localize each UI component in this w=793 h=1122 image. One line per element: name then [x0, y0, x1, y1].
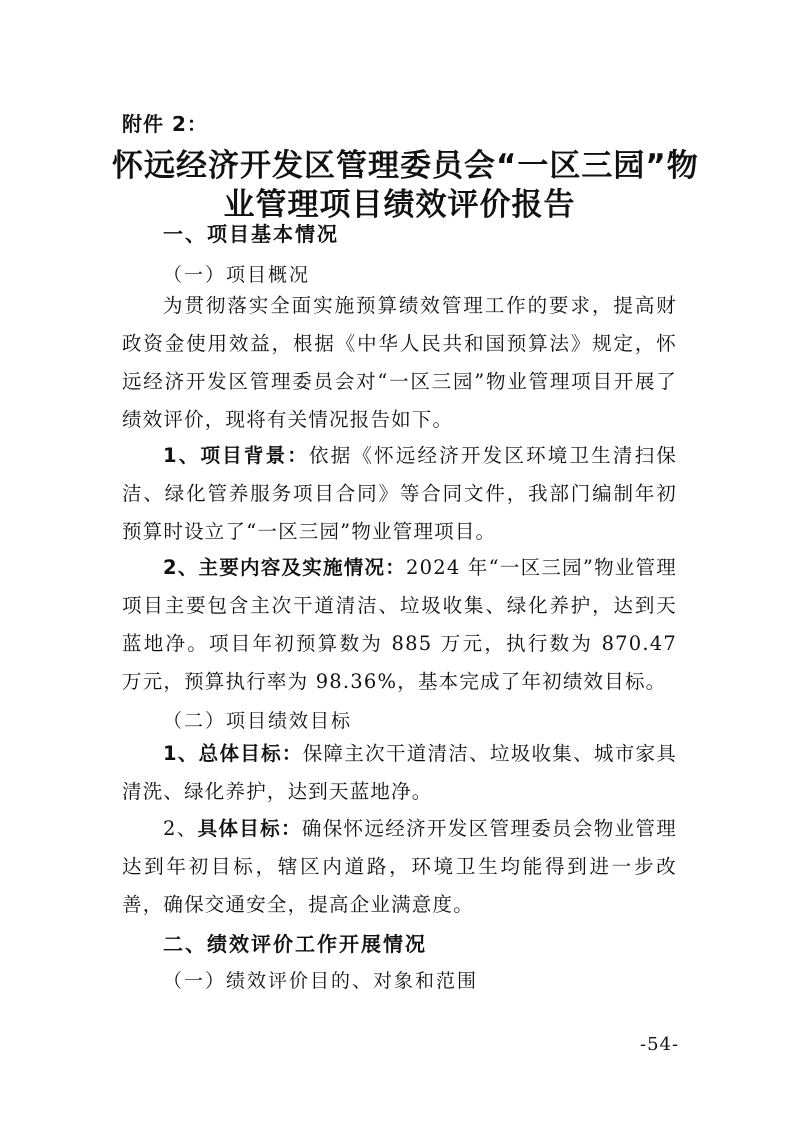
specific-goal-label: 具体目标：	[197, 817, 302, 840]
section-1-subheading-1: （一）项目概况	[163, 264, 311, 286]
report-title-line-2: 业管理项目绩效评价报告	[223, 187, 576, 223]
section-1-subheading-2: （二）项目绩效目标	[163, 710, 353, 732]
page-number: -54-	[640, 1034, 680, 1055]
specific-goal-number: 2、	[163, 817, 198, 840]
content-label: 2、主要内容及实施情况：	[163, 556, 407, 579]
specific-goal-text: 确保怀远经济开发区管理委员会物业管理达到年初目标，辖区内道路，环境卫生均能得到进一步改善，确保交通安全，提高企业满意度。	[122, 817, 677, 916]
section-2-subheading-1: （一）绩效评价目的、对象和范围	[163, 970, 479, 992]
report-title-line-1: 怀远经济开发区管理委员会“一区三园”物	[112, 148, 699, 184]
overall-goal-text: 保障主次干道清洁、垃圾收集、城市家具清洗、绿化养护，达到天蓝地净。	[122, 742, 678, 803]
overall-goal-paragraph	[122, 735, 677, 811]
background-text: 依据《怀远经济开发区环境卫生清扫保洁、绿化管养服务项目合同》等合同文件，我部门编制年初预算时设立了“一区三园”物业管理项目。	[122, 444, 678, 543]
section-1-heading: 一、项目基本情况	[163, 222, 339, 246]
attachment-label: 附件 2：	[122, 112, 208, 136]
background-paragraph	[122, 437, 677, 551]
content-paragraph	[122, 549, 677, 701]
overall-goal-label: 1、总体目标：	[163, 742, 303, 765]
section-2-heading: 二、绩效评价工作开展情况	[163, 932, 427, 956]
background-label: 1、项目背景：	[163, 444, 310, 467]
intro-paragraph: 为贯彻落实全面实施预算绩效管理工作的要求，提高财政资金使用效益，根据《中华人民共和国预算法》规定，怀远经济开发区管理委员会对“一区三园”物业管理项目开展了绩效评价，现将有关情况报告如下。	[122, 294, 677, 431]
content-text: 2024 年“一区三园”物业管理项目主要包含主次干道清洁、垃圾收集、绿化养护，达到天蓝地净。项目年初预算数为 885 万元，执行数为 870.47 万元，预算执行率为 98.36%，基本完成了年初绩效目标。	[122, 556, 678, 693]
specific-goal-paragraph	[122, 810, 677, 924]
